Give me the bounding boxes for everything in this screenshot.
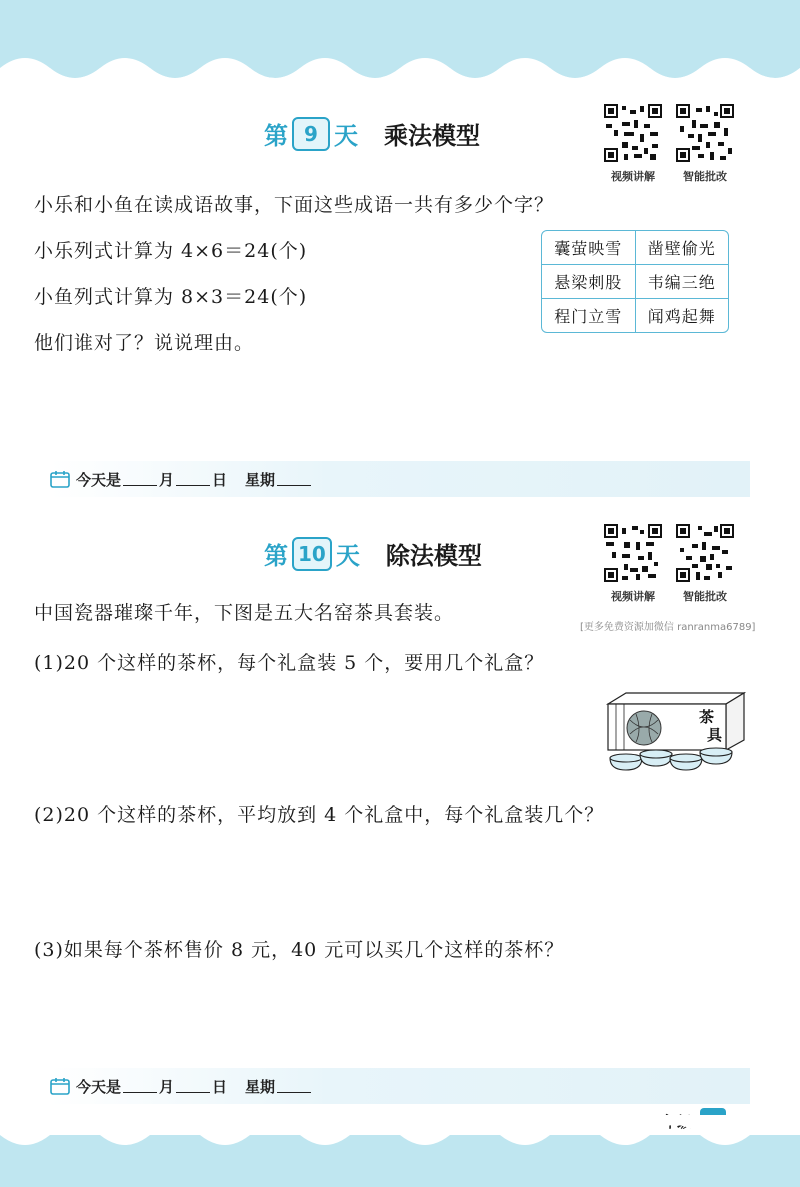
idiom-table xyxy=(541,230,729,333)
day10-intro: 中国瓷器璀璨千年，下图是五大名窑茶具套装。 xyxy=(34,602,455,624)
idiom-row xyxy=(542,299,728,332)
day9-title xyxy=(264,116,480,151)
date-month-label: 月 xyxy=(159,470,175,489)
day10-title xyxy=(264,536,482,571)
month-blank[interactable] xyxy=(123,473,157,486)
qr-code-icon xyxy=(676,104,734,162)
watermark: [更多免费资源加微信 ranranma6789] xyxy=(580,622,756,633)
idiom-row xyxy=(542,231,728,265)
idiom-cell: 韦编三绝 xyxy=(636,265,728,299)
bottom-decorative-band xyxy=(0,1135,800,1187)
bottom-wave xyxy=(0,1115,800,1155)
day9-question: 小乐和小鱼在读成语故事，下面这些成语一共有多少个字？ xyxy=(34,194,555,216)
day9-title-suffix: 天 xyxy=(334,122,358,150)
day10-date-bar xyxy=(50,1068,750,1104)
day10-q2: (2)20 个这样的茶杯，平均放到 4 个礼盒中，每个礼盒装几个？ xyxy=(34,804,605,826)
day9-title-prefix: 第 xyxy=(264,122,288,150)
weekday-blank[interactable] xyxy=(277,473,311,486)
idiom-cell: 悬梁刺股 xyxy=(542,265,636,299)
qr-label-video: 视频讲解 xyxy=(611,170,655,183)
date-today-label: 今天是 xyxy=(76,470,122,489)
day9-qr-group xyxy=(604,104,734,184)
qr-code-icon xyxy=(604,104,662,162)
day10-qr-grading[interactable] xyxy=(676,524,734,604)
day10-title-suffix: 天 xyxy=(335,542,360,570)
idiom-cell: 闻鸡起舞 xyxy=(647,307,716,326)
idiom-cell: 囊萤映雪 xyxy=(542,231,636,265)
day9-ask: 他们谁对了？说说理由。 xyxy=(34,332,255,354)
day9-topic: 乘法模型 xyxy=(384,122,480,150)
idiom-row xyxy=(542,265,728,299)
weekday-blank[interactable] xyxy=(277,1080,311,1093)
top-decorative-band xyxy=(0,0,800,68)
idiom-cell: 程门立雪 xyxy=(542,299,636,332)
date-day-label: 日 xyxy=(212,470,228,489)
calendar-icon xyxy=(50,1077,70,1095)
day9-date-bar xyxy=(50,461,750,497)
day10-title-prefix: 第 xyxy=(264,542,288,570)
qr-label-video: 视频讲解 xyxy=(611,590,655,603)
qr-code-icon xyxy=(676,524,734,582)
date-today-label: 今天是 xyxy=(76,1077,122,1096)
calendar-icon xyxy=(50,470,70,488)
day-blank[interactable] xyxy=(176,473,210,486)
qr-code-icon xyxy=(604,524,662,582)
date-weekday-label: 星期 xyxy=(245,1077,276,1096)
box-label-cha: 茶 xyxy=(699,708,715,726)
qr-label-grading: 智能批改 xyxy=(683,590,727,603)
box-label-ju: 具 xyxy=(707,726,723,744)
qr-label-grading: 智能批改 xyxy=(683,170,727,183)
month-blank[interactable] xyxy=(123,1080,157,1093)
day9-qr-grading[interactable] xyxy=(676,104,734,184)
day10-qr-video[interactable] xyxy=(604,524,662,604)
day10-topic: 除法模型 xyxy=(385,542,482,570)
top-wave xyxy=(0,48,800,88)
day-blank[interactable] xyxy=(176,1080,210,1093)
day10-number: 10 xyxy=(292,537,332,571)
day10-qr-group xyxy=(604,524,734,604)
tea-set-gift-box-illustration xyxy=(596,690,746,778)
date-weekday-label: 星期 xyxy=(245,470,276,489)
day9-xiaole-calc: 小乐列式计算为 4×6＝24(个) xyxy=(34,240,308,262)
day9-number: 9 xyxy=(292,117,330,151)
idiom-cell: 凿壁偷光 xyxy=(636,231,728,265)
day10-q3: (3)如果每个茶杯售价 8 元，40 元可以买几个这样的茶杯？ xyxy=(34,939,565,961)
date-day-label: 日 xyxy=(212,1077,228,1096)
date-month-label: 月 xyxy=(159,1077,175,1096)
day10-q1: (1)20 个这样的茶杯，每个礼盒装 5 个，要用几个礼盒？ xyxy=(34,652,545,674)
day9-xiaoyu-calc: 小鱼列式计算为 8×3＝24(个) xyxy=(34,286,308,308)
day9-qr-video[interactable] xyxy=(604,104,662,184)
